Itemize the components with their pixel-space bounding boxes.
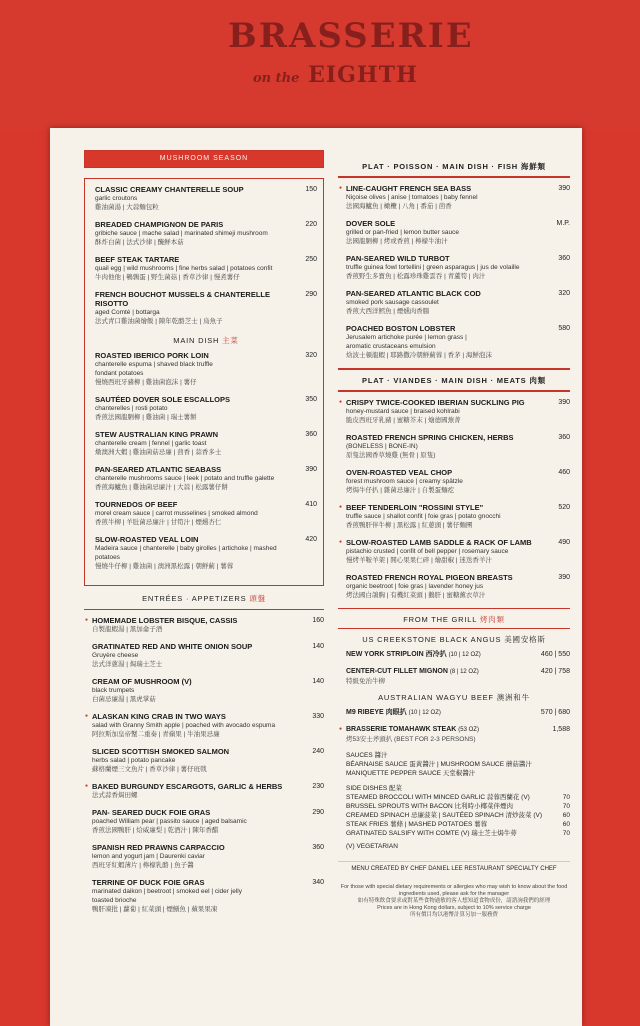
side-dish-item bbox=[346, 802, 570, 811]
grill-item-weight: (8 | 12 OZ) bbox=[449, 669, 479, 675]
menu-item-price: 240 bbox=[312, 748, 324, 755]
menu-item-price: 150 bbox=[305, 186, 317, 193]
menu-item-name: ● BAKED BURGUNDY ESCARGOTS, GARLIC & HERBS bbox=[92, 782, 283, 791]
side-dish-name: BRUSSEL SPROUTS WITH BACON 比利時小椰菜伴煙肉 bbox=[346, 803, 513, 810]
entrees-title bbox=[84, 594, 324, 603]
us-angus-title-en: US CREEKSTONE BLACK ANGUS bbox=[362, 635, 502, 644]
menu-item-chinese: 香煎鴨肝伴牛柳 | 黑松露 | 紅蔥頭 | 薯仔麵團 bbox=[346, 522, 473, 529]
menu-item-name: ● ALASKAN KING CRAB IN TWO WAYS bbox=[92, 712, 226, 721]
menu-item-name: SPANISH RED PRAWNS CARPACCIO bbox=[92, 843, 225, 852]
menu-item-price: 230 bbox=[312, 783, 324, 790]
menu-item-description: chanterelle mushrooms sauce | leek | potato and truffle galette bbox=[95, 475, 275, 482]
menu-item-chinese: 香煎大西洋鱈魚 | 煙燻肉香腸 bbox=[346, 308, 430, 315]
menu-item-description: pistachio crusted | confit of bell pepper | rosemary sauce bbox=[346, 548, 509, 555]
menu-item-chinese: 鴨肝凍批 | 蘿蔔 | 紅菜頭 | 煙鱔魚 | 蘋果果凍 bbox=[92, 906, 218, 913]
sauces-title: SAUCES 醬汁 bbox=[346, 752, 388, 759]
menu-item bbox=[346, 433, 570, 460]
menu-item-price: 290 bbox=[305, 291, 317, 298]
menu-item-name: PAN-SEARED ATLANTIC SEABASS bbox=[95, 465, 222, 474]
side-dish-price: 70 bbox=[562, 803, 570, 810]
menu-item-price: 390 bbox=[558, 185, 570, 192]
menu-item-chinese: 燉澳洲大蝦 | 雞油菌菇忌廉 | 茴香 | 蒜香多士 bbox=[95, 449, 222, 456]
menu-item-price: 360 bbox=[558, 434, 570, 441]
menu-item-description: lemon and yogurt jam | Daurenki caviar bbox=[92, 853, 205, 860]
menu-item-name: PAN-SEARED WILD TURBOT bbox=[346, 254, 450, 263]
menu-item-chinese: 自製龍蝦湯 | 黑加侖子酒 bbox=[92, 626, 163, 633]
menu-item-name: ROASTED FRENCH SPRING CHICKEN, HERBS bbox=[346, 433, 514, 442]
side-dish-item bbox=[346, 811, 570, 820]
entrees-items bbox=[84, 616, 324, 914]
meats-items bbox=[338, 398, 570, 600]
menu-item bbox=[92, 677, 324, 704]
menu-item-name: OVEN-ROASTED VEAL CHOP bbox=[346, 468, 453, 477]
menu-item-name: SLICED SCOTTISH SMOKED SALMON bbox=[92, 747, 230, 756]
grill-item-price: 460 | 550 bbox=[540, 651, 570, 658]
side-dish-item bbox=[346, 820, 570, 829]
menu-item-chinese: 牛肉他他 | 鵪鶉蛋 | 野生菌菇 | 香草沙律 | 慢煮薯仔 bbox=[95, 274, 240, 281]
side-dish-name: STEAK FRIES 薯條 | MASHED POTATOES 薯蓉 bbox=[346, 821, 488, 828]
main-dish-title bbox=[95, 336, 317, 345]
menu-item-name: PAN-SEARED ATLANTIC BLACK COD bbox=[346, 289, 481, 298]
sides-title: SIDE DISHES 配菜 bbox=[346, 785, 402, 792]
wagyu-items bbox=[338, 708, 570, 744]
menu-item-description: truffle guinea fowl tortellini | green asparagus | jus de volaille bbox=[346, 264, 520, 271]
allergy-note-en: For those with special dietary requirements or allergies who may wish to know about the food ingredients used, please ask for the manager bbox=[340, 884, 568, 897]
us-angus-title-cn: 美國安格斯 bbox=[504, 635, 546, 644]
menu-item-name: STEW AUSTRALIAN KING PRAWN bbox=[95, 430, 219, 439]
grill-item bbox=[346, 667, 570, 686]
fish-title-cn: 海鮮類 bbox=[520, 162, 546, 171]
meats-title bbox=[338, 376, 570, 385]
menu-item-chinese: 烤焗牛仔扒 | 雜菌忌廉汁 | 自製蛋麵疙 bbox=[346, 487, 455, 494]
price-note-en: Prices are in Hong Kong dollars, subject to 10% service charge bbox=[377, 905, 531, 911]
menu-item-description: Niçoise olives | anise | tomatoes | baby fennel bbox=[346, 194, 478, 201]
brand-logo-on-the: on the bbox=[253, 71, 300, 86]
menu-page bbox=[50, 128, 582, 1026]
menu-item-description: chanterelles | rosti potato bbox=[95, 405, 168, 412]
menu-item-price: 360 bbox=[312, 844, 324, 851]
menu-item-description: Madeira sauce | chanterelle | baby girolles | artichoke | mashed potatoes bbox=[95, 545, 277, 561]
menu-item-price: 340 bbox=[312, 879, 324, 886]
menu-item-description: truffle sauce | shallot confit | foie gras | potato gnocchi bbox=[346, 513, 501, 520]
menu-item-name: ● HOMEMADE LOBSTER BISQUE, CASSIS bbox=[92, 616, 238, 625]
grill-item bbox=[346, 650, 570, 660]
menu-item-chinese: 法式蒜香焗田螺 bbox=[92, 792, 138, 799]
menu-item-name: PAN- SEARED DUCK FOIE GRAS bbox=[92, 808, 211, 817]
menu-item-description: garlic croutons bbox=[95, 195, 138, 202]
side-dish-price: 70 bbox=[562, 794, 570, 801]
menu-item-chinese: 法國龍脷柳 | 烤或香煎 | 檸檬牛油汁 bbox=[346, 238, 448, 245]
grill-item-weight: (10 | 12 OZ) bbox=[448, 652, 481, 658]
menu-item-price: M.P. bbox=[556, 220, 570, 227]
menu-item-chinese: 酥炸白菌 | 法式沙律 | 醃鮮本菇 bbox=[95, 239, 184, 246]
entrees-divider bbox=[84, 609, 324, 610]
price-note-zh: 所有價目均以港幣計算另加一服務費 bbox=[409, 912, 498, 918]
menu-item-name: BEEF STEAK TARTARE bbox=[95, 255, 180, 264]
menu-item bbox=[346, 503, 570, 530]
menu-item-name: ● LINE-CAUGHT FRENCH SEA BASS bbox=[346, 184, 472, 193]
main-dish-title-cn: 主菜 bbox=[222, 336, 239, 345]
menu-item-description: black trumpets bbox=[92, 687, 135, 694]
wagyu-title bbox=[338, 693, 570, 702]
grill-item bbox=[346, 725, 570, 744]
menu-item-description: chanterelle cream | fennel | garlic toast bbox=[95, 440, 207, 447]
menu-item-name: ROASTED FRENCH ROYAL PIGEON BREASTS bbox=[346, 573, 513, 582]
menu-item-price: 220 bbox=[305, 221, 317, 228]
menu-item-description: smoked pork sausage cassoulet bbox=[346, 299, 439, 306]
menu-item bbox=[92, 642, 324, 669]
sauces-line-2: MANIQUETTE PEPPER SAUCE 天堂椒醬汁 bbox=[346, 770, 476, 777]
menu-item bbox=[95, 185, 317, 212]
menu-item-name: SAUTÉED DOVER SOLE ESCALLOPS bbox=[95, 395, 231, 404]
menu-item-description: Jerusalem artichoke purée | lemon grass | aromatic crustaceans emulsion bbox=[346, 334, 467, 350]
grill-item-name: M9 RIBEYE bbox=[346, 709, 384, 716]
menu-item bbox=[92, 747, 324, 774]
menu-item-price: 360 bbox=[305, 431, 317, 438]
menu-item bbox=[95, 220, 317, 247]
menu-item-chinese: 慢燒西班牙豬柳 | 雞油菌泡沫 | 薯仔 bbox=[95, 379, 197, 386]
grill-title-en: FROM THE GRILL bbox=[403, 615, 477, 624]
side-dish-item bbox=[346, 829, 570, 838]
menu-item-chinese: 慢烤羊鞍羊架 | 開心果果仁碎 | 燴甜椒 | 迷迭香羊汁 bbox=[346, 557, 492, 564]
menu-item-price: 360 bbox=[558, 255, 570, 262]
entrees-title-en: ENTRÉES · APPETIZERS bbox=[142, 594, 247, 603]
menu-item-price: 140 bbox=[312, 678, 324, 685]
mushroom-main-items bbox=[95, 351, 317, 571]
us-angus-title bbox=[338, 635, 570, 644]
menu-item-chinese: 慢燒牛仔柳 | 雞油菌 | 澳洲黑松露 | 朝鮮薊 | 薯蓉 bbox=[95, 563, 234, 570]
grill-item bbox=[346, 708, 570, 718]
wagyu-title-cn: 澳洲和牛 bbox=[496, 693, 530, 702]
menu-item-name: DOVER SOLE bbox=[346, 219, 396, 228]
grill-item-name-line bbox=[346, 667, 520, 677]
fish-title bbox=[338, 162, 570, 171]
brand-logo-eighth: EIGHTH bbox=[308, 62, 418, 88]
menu-item-chinese: 原隻法國香草燒雞 (無骨 | 原隻) bbox=[346, 452, 436, 459]
menu-item-price: 390 bbox=[305, 466, 317, 473]
sides-section bbox=[338, 784, 570, 851]
menu-item-description: honey-mustard sauce | braised kohlrabi bbox=[346, 408, 460, 415]
meats-top-divider bbox=[338, 368, 570, 370]
menu-item-name: ● SLOW-ROASTED LAMB SADDLE & RACK OF LAMB bbox=[346, 538, 532, 547]
menu-item-description: aged Comté | bottarga bbox=[95, 309, 160, 316]
menu-item-chinese: 法式青口雞油菌燴飯 | 陳年乾酪芝士 | 烏魚子 bbox=[95, 318, 223, 325]
menu-item bbox=[95, 395, 317, 422]
menu-item-price: 290 bbox=[312, 809, 324, 816]
grill-title bbox=[338, 615, 570, 624]
chef-credit: MENU CREATED BY CHEF DANIEL LEE RESTAURANT SPECIALTY CHEF bbox=[338, 861, 570, 874]
side-dish-price: 70 bbox=[562, 830, 570, 837]
menu-item-chinese: 香煎野生多寶魚 | 松露珍珠雞雲吞 | 青蘆筍 | 肉汁 bbox=[346, 273, 486, 280]
menu-item-description: quail egg | wild mushrooms | fine herbs salad | potatoes confit bbox=[95, 265, 273, 272]
grill-top-divider bbox=[338, 608, 570, 609]
grill-item-chinese-inline: 肉眼扒 bbox=[385, 709, 407, 716]
menu-item-name: POACHED BOSTON LOBSTER bbox=[346, 324, 456, 333]
menu-item bbox=[346, 254, 570, 281]
grill-item-chinese: 烤53安士斧頭扒 (BEST FOR 2-3 PERSONS) bbox=[346, 736, 476, 743]
menu-item-chinese: 法式洋蔥湯 | 焗瑞士芝士 bbox=[92, 661, 163, 668]
sauces-section bbox=[338, 751, 570, 778]
menu-item-price: 160 bbox=[312, 617, 324, 624]
menu-item-name: TOURNEDOS OF BEEF bbox=[95, 500, 178, 509]
menu-item-chinese: 脆皮西班牙乳豬 | 蜜糖芥末 | 燴德國蕪菁 bbox=[346, 417, 461, 424]
menu-item-chinese: 香煎牛柳 | 羊肚菌忌廉汁 | 甘筍汁 | 煙燻杏仁 bbox=[95, 519, 222, 526]
menu-item bbox=[92, 616, 324, 634]
allergy-note-zh: 如有特殊飲食要求或對某些食物過敏的客人想知道食物成份，請諮詢我們的經理 bbox=[357, 898, 551, 904]
grill-item-name: BRASSERIE TOMAHAWK STEAK bbox=[346, 726, 457, 733]
menu-item bbox=[95, 351, 317, 387]
side-dish-price: 60 bbox=[562, 812, 570, 819]
menu-item bbox=[95, 255, 317, 282]
menu-item-description: Gruyère cheese bbox=[92, 652, 139, 659]
mushroom-items bbox=[95, 185, 317, 326]
side-dish-name: GRATINATED SALSIFY WITH COMTE (V) 瑞士芝士焗牛蒡 bbox=[346, 830, 517, 837]
grill-item-name-line bbox=[346, 650, 520, 660]
menu-item-price: 520 bbox=[558, 504, 570, 511]
brand-logo-line2 bbox=[253, 62, 418, 88]
meats-divider bbox=[338, 390, 570, 392]
grill-title-cn: 烤肉類 bbox=[479, 615, 505, 624]
menu-item bbox=[95, 290, 317, 326]
menu-item-name: SLOW-ROASTED VEAL LOIN bbox=[95, 535, 199, 544]
menu-item bbox=[346, 468, 570, 495]
menu-item-name: ● CRISPY TWICE-COOKED IBERIAN SUCKLING PIG bbox=[346, 398, 525, 407]
menu-item-description: forest mushroom sauce | creamy spätzle bbox=[346, 478, 463, 485]
side-dish-price: 60 bbox=[562, 821, 570, 828]
menu-item-chinese: 白菌忌廉湯 | 黑虎掌菇 bbox=[92, 696, 156, 703]
side-dish-name: STEAMED BROCCOLI WITH MINCED GARLIC 蒜蓉西蘭花 (V) bbox=[346, 794, 530, 801]
menu-item-description: grilled or pan-fried | lemon butter sauce bbox=[346, 229, 459, 236]
grill-item-price: 570 | 680 bbox=[540, 709, 570, 716]
menu-item bbox=[346, 289, 570, 316]
menu-item-chinese: 焓波士頓龍蝦 | 耶路撒冷朝鮮薊蓉 | 香茅 | 海鮮泡沫 bbox=[346, 352, 492, 359]
menu-item-chinese: 雞油菌湯 | 大蒜麵包粒 bbox=[95, 204, 159, 211]
menu-item-price: 140 bbox=[312, 643, 324, 650]
menu-item-name: CLASSIC CREAMY CHANTERELLE SOUP bbox=[95, 185, 244, 194]
fish-items bbox=[338, 184, 570, 360]
menu-item bbox=[346, 398, 570, 425]
menu-item bbox=[346, 573, 570, 600]
menu-item-description: gribiche sauce | mache salad | marinated shimeji mushroom bbox=[95, 230, 268, 237]
menu-item-chinese: 烤法國白鴿胸 | 有機紅菜頭 | 鵝肝 | 蜜糖薰衣草汁 bbox=[346, 592, 486, 599]
main-dish-title-en: MAIN DISH bbox=[173, 336, 220, 345]
grill-item-chinese-inline: 西冷扒 bbox=[425, 651, 447, 658]
grill-item-name: NEW YORK STRIPLOIN bbox=[346, 651, 424, 658]
grill-item-price: 420 | 758 bbox=[540, 668, 570, 675]
menu-item bbox=[92, 843, 324, 870]
menu-item-price: 460 bbox=[558, 469, 570, 476]
mushroom-season-header: MUSHROOM SEASON bbox=[84, 150, 324, 168]
menu-item-price: 330 bbox=[312, 713, 324, 720]
menu-item bbox=[346, 184, 570, 211]
right-column bbox=[338, 162, 570, 919]
menu-item-price: 350 bbox=[305, 396, 317, 403]
grill-item-weight: (53 OZ) bbox=[458, 727, 479, 733]
menu-item-description: chanterelle espuma | shaved black truffle fondant potatoes bbox=[95, 361, 213, 377]
grill-item-name-line bbox=[346, 725, 520, 735]
menu-item-description: organic beetroot | foie gras | lavender honey jus bbox=[346, 583, 484, 590]
menu-item-name: CREAM OF MUSHROOM (V) bbox=[92, 677, 192, 686]
grill-item-chinese: 特級免治牛柳 bbox=[346, 678, 385, 685]
side-dish-item bbox=[346, 793, 570, 802]
side-dish-name: CREAMED SPINACH 忌廉菠菜 | SAUTÉED SPINACH 清炒菠菜 (V) bbox=[346, 812, 542, 819]
fish-divider bbox=[338, 176, 570, 178]
grill-divider bbox=[338, 628, 570, 629]
menu-item-description: morel cream sauce | carrot musselines | smoked almond bbox=[95, 510, 258, 517]
sauces-line-1: BÉARNAISE SAUCE 蛋黃醬汁 | MUSHROOM SAUCE 蘑菇醬汁 bbox=[346, 761, 532, 768]
menu-item-chinese: 香煎法國鴨肝 | 烚威廉梨 | 乾酒汁 | 陳年香醋 bbox=[92, 827, 219, 834]
menu-item-price: 250 bbox=[305, 256, 317, 263]
menu-item-price: 410 bbox=[305, 501, 317, 508]
menu-item bbox=[346, 324, 570, 360]
menu-item-description: salad with Granny Smith apple | poached with avocado espuma bbox=[92, 722, 276, 729]
menu-item bbox=[95, 500, 317, 527]
menu-item-price: 490 bbox=[558, 539, 570, 546]
mushroom-season-box bbox=[84, 178, 324, 586]
grill-item-name-line bbox=[346, 708, 520, 718]
grill-item-weight: (10 | 12 OZ) bbox=[408, 710, 441, 716]
menu-item-price: 420 bbox=[305, 536, 317, 543]
menu-item-name: BREADED CHAMPIGNON DE PARIS bbox=[95, 220, 224, 229]
menu-item bbox=[95, 430, 317, 457]
meats-title-en: PLAT · VIANDES · MAIN DISH · MEATS bbox=[362, 376, 527, 385]
menu-item-chinese: 法國海鱸魚 | 橄欖 | 八角 | 番茄 | 茴香 bbox=[346, 203, 452, 210]
menu-item-price: 390 bbox=[558, 574, 570, 581]
menu-item-description: (BONELESS | BONE-IN) bbox=[346, 443, 418, 450]
menu-item bbox=[95, 535, 317, 571]
menu-item-name: ROASTED IBERICO PORK LOIN bbox=[95, 351, 209, 360]
menu-item-price: 390 bbox=[558, 399, 570, 406]
grill-item-name: CENTER-CUT FILLET MIGNON bbox=[346, 668, 448, 675]
menu-item-description: marinated daikon | beetroot | smoked eel | cider jelly toasted brioche bbox=[92, 888, 242, 904]
menu-item bbox=[92, 782, 324, 800]
vegetarian-note: (V) VEGETARIAN bbox=[346, 843, 398, 850]
menu-item-description: herbs salad | potato pancake bbox=[92, 757, 176, 764]
menu-item-chinese: 西班牙紅蝦薄片 | 檸檬乳酪 | 魚子醬 bbox=[92, 862, 194, 869]
menu-item bbox=[92, 712, 324, 739]
left-column bbox=[84, 150, 324, 922]
menu-item-name: FRENCH BOUCHOT MUSSELS & CHANTERELLE RISOTTO bbox=[95, 290, 271, 308]
brand-logo-line1: BRASSERIE bbox=[228, 16, 474, 56]
meats-title-cn: 肉類 bbox=[529, 376, 546, 385]
menu-item-name: GRATINATED RED AND WHITE ONION SOUP bbox=[92, 642, 253, 651]
fish-title-en: PLAT · POISSON · MAIN DISH · FISH bbox=[362, 162, 519, 171]
menu-item-chinese: 香煎海鱸魚 | 雞油菌忌廉汁 | 大蒜 | 松露薯仔餅 bbox=[95, 484, 228, 491]
sides-items bbox=[346, 793, 570, 838]
menu-item-name: ● BEEF TENDERLOIN "ROSSINI STYLE" bbox=[346, 503, 484, 512]
us-angus-items bbox=[338, 650, 570, 686]
entrees-title-cn: 頭盤 bbox=[249, 594, 266, 603]
allergy-note bbox=[338, 884, 570, 919]
menu-item-price: 580 bbox=[558, 325, 570, 332]
menu-item-price: 320 bbox=[305, 352, 317, 359]
menu-item bbox=[92, 808, 324, 835]
menu-item-chinese: 香煎法國龍脷柳 | 雞油菌 | 瑞士薯餅 bbox=[95, 414, 197, 421]
menu-item-chinese: 阿拉斯加皇帝蟹二重奏 | 青蘋果 | 牛油果忌廉 bbox=[92, 731, 220, 738]
menu-item-price: 320 bbox=[558, 290, 570, 297]
menu-item-description: poached William pear | passito sauce | aged balsamic bbox=[92, 818, 247, 825]
menu-item bbox=[346, 538, 570, 565]
menu-item-name: TERRINE OF DUCK FOIE GRAS bbox=[92, 878, 205, 887]
menu-item bbox=[95, 465, 317, 492]
menu-item bbox=[346, 219, 570, 246]
menu-item bbox=[92, 878, 324, 914]
menu-item-chinese: 蘇格蘭煙三文魚片 | 香草沙律 | 薯仔班戟 bbox=[92, 766, 207, 773]
wagyu-title-en: AUSTRALIAN WAGYU BEEF bbox=[378, 693, 494, 702]
grill-item-price: 1,588 bbox=[552, 726, 570, 733]
